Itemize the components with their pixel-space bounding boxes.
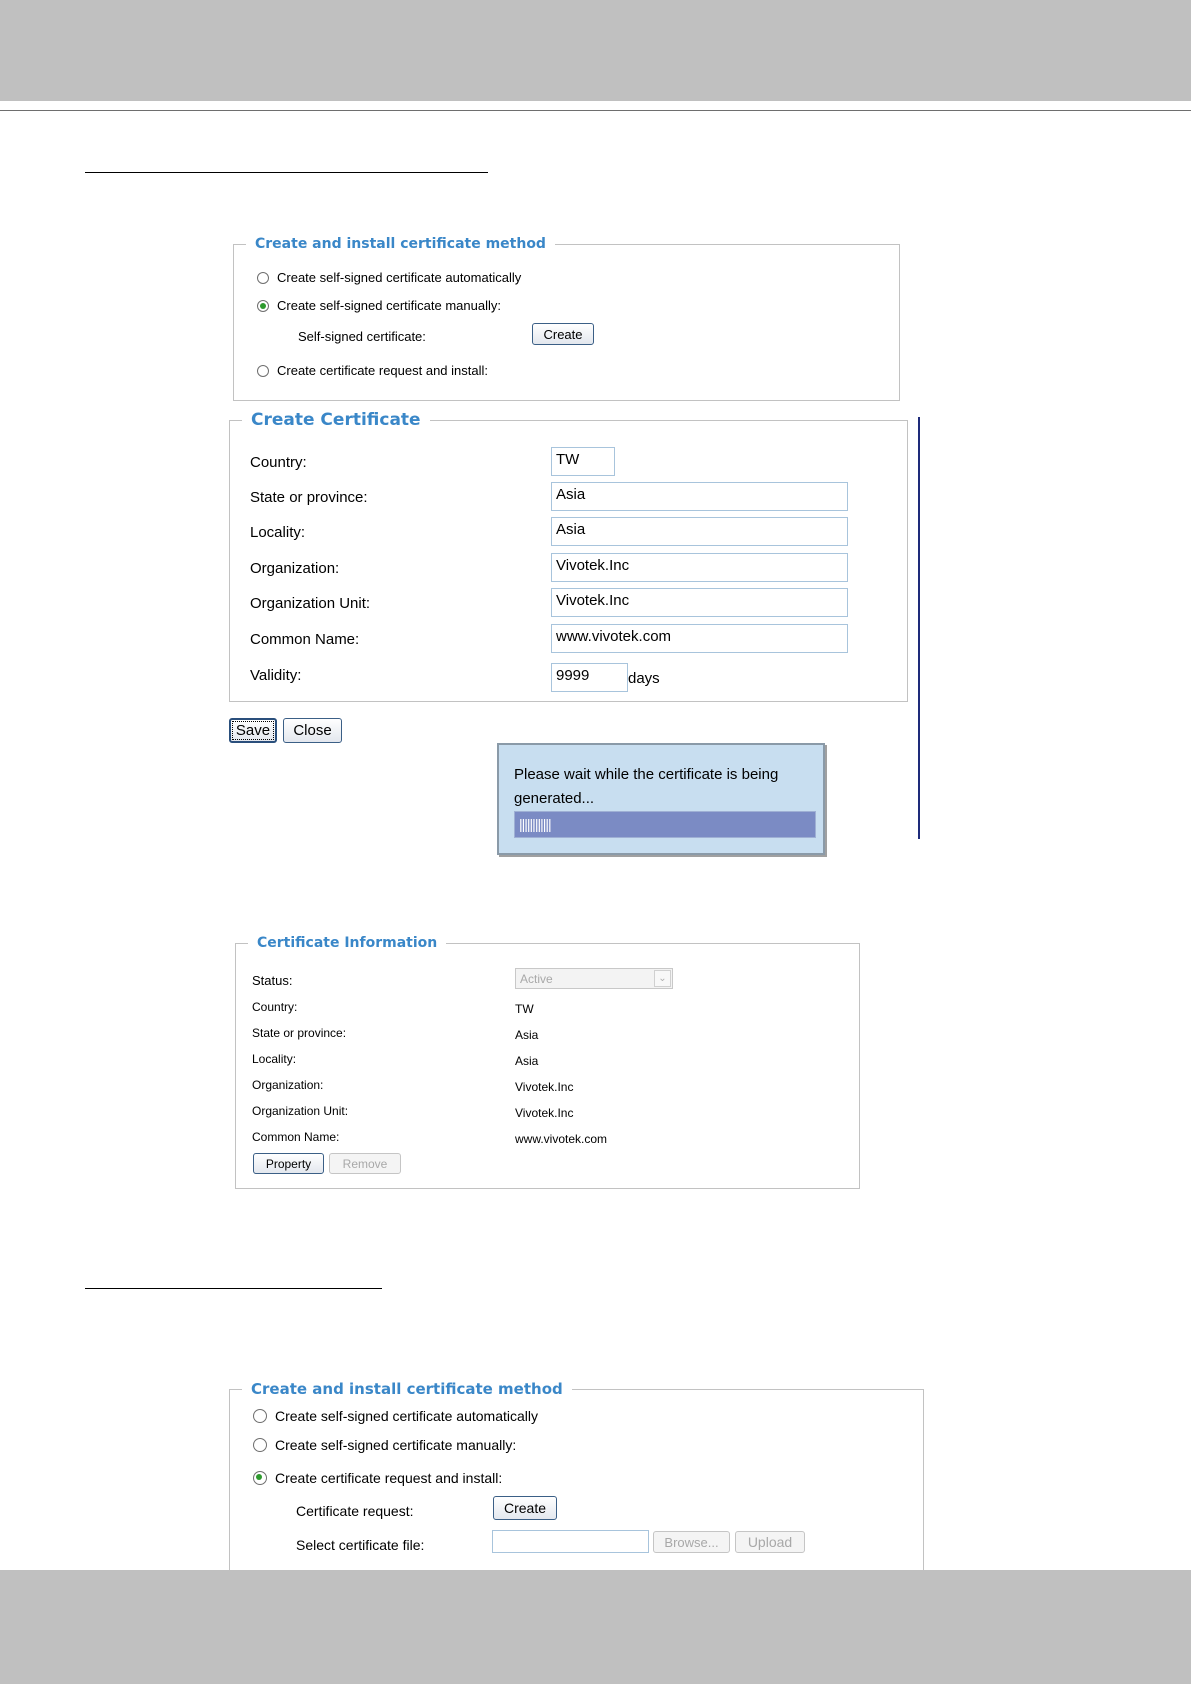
locality-label: Locality: — [250, 524, 306, 541]
radio-request[interactable] — [257, 365, 269, 377]
info-state-label: State or province: — [252, 1026, 347, 1040]
radio-manual-row[interactable] — [257, 298, 501, 313]
country-input[interactable]: TW — [551, 447, 615, 476]
radio-manual-label-2: Create self-signed certificate manually: — [275, 1437, 517, 1453]
upload-button[interactable]: Upload — [735, 1531, 805, 1553]
method-legend-2: Create and install certificate method — [251, 1380, 563, 1398]
status-label: Status: — [252, 973, 293, 988]
certificate-info-legend: Certificate Information — [257, 935, 438, 951]
info-organization-unit-value: Vivotek.Inc — [515, 1106, 574, 1120]
header-rule — [0, 110, 1191, 111]
header-band — [0, 0, 1191, 101]
vertical-divider — [918, 417, 920, 839]
self-signed-label: Self-signed certificate: — [298, 329, 426, 344]
info-organization-label: Organization: — [252, 1078, 324, 1092]
cert-request-label: Certificate request: — [296, 1503, 414, 1519]
organization-unit-label: Organization Unit: — [250, 595, 371, 612]
save-button[interactable]: Save — [229, 718, 277, 743]
wait-message: Please wait while the certificate is being generated... — [514, 766, 779, 807]
validity-input[interactable]: 9999 — [551, 663, 628, 692]
footer-band — [0, 1570, 1191, 1684]
method-legend: Create and install certificate method — [255, 236, 546, 252]
certificate-file-input[interactable] — [492, 1530, 649, 1553]
common-name-label: Common Name: — [250, 631, 360, 648]
wait-dialog — [497, 743, 825, 855]
locality-input[interactable]: Asia — [551, 517, 848, 546]
radio-auto-row[interactable] — [257, 270, 521, 285]
create-self-signed-button[interactable]: Create — [532, 323, 594, 345]
common-name-input[interactable]: www.vivotek.com — [551, 624, 848, 653]
progress-text: |||||||||||| — [519, 816, 551, 832]
info-organization-value: Vivotek.Inc — [515, 1080, 574, 1094]
section-heading-underline-2 — [85, 1288, 382, 1289]
status-select — [515, 968, 673, 989]
radio-auto[interactable] — [257, 272, 269, 284]
info-state-value: Asia — [515, 1028, 539, 1042]
radio-auto-label: Create self-signed certificate automatically — [277, 270, 522, 285]
section-heading-underline — [85, 172, 488, 173]
radio-request-2[interactable] — [253, 1471, 267, 1485]
property-button[interactable]: Property — [253, 1153, 324, 1174]
organization-unit-input[interactable]: Vivotek.Inc — [551, 588, 848, 617]
info-common-name-value: www.vivotek.com — [515, 1132, 608, 1146]
radio-auto-label-2: Create self-signed certificate automatically — [275, 1408, 539, 1424]
status-select-value: Active — [520, 972, 553, 986]
organization-input[interactable]: Vivotek.Inc — [551, 553, 848, 582]
info-organization-unit-label: Organization Unit: — [252, 1104, 349, 1118]
select-file-label: Select certificate file: — [296, 1537, 425, 1553]
progress-bar — [514, 811, 816, 838]
info-locality-value: Asia — [515, 1054, 539, 1068]
days-suffix: days — [628, 670, 660, 687]
radio-auto-2[interactable] — [253, 1409, 267, 1423]
radio-manual-row-2[interactable] — [253, 1437, 516, 1453]
radio-auto-row-2[interactable] — [253, 1408, 538, 1424]
create-certificate-legend: Create Certificate — [251, 410, 421, 430]
radio-manual-2[interactable] — [253, 1438, 267, 1452]
state-input[interactable]: Asia — [551, 482, 848, 511]
radio-request-label: Create certificate request and install: — [277, 363, 488, 378]
info-country-label: Country: — [252, 1000, 298, 1014]
close-button[interactable]: Close — [283, 718, 342, 743]
validity-label: Validity: — [250, 667, 302, 684]
create-request-button[interactable]: Create — [493, 1496, 557, 1520]
info-country-value: TW — [515, 1002, 534, 1016]
organization-label: Organization: — [250, 560, 340, 577]
country-label: Country: — [250, 454, 307, 471]
info-common-name-label: Common Name: — [252, 1130, 340, 1144]
radio-manual-label: Create self-signed certificate manually: — [277, 298, 501, 313]
browse-button[interactable]: Browse... — [653, 1531, 730, 1553]
info-locality-label: Locality: — [252, 1052, 297, 1066]
radio-request-label-2: Create certificate request and install: — [275, 1470, 503, 1486]
radio-request-row[interactable] — [257, 363, 488, 378]
remove-button[interactable]: Remove — [329, 1153, 401, 1174]
chevron-down-icon: ⌄ — [654, 970, 671, 987]
radio-request-row-2[interactable] — [253, 1470, 502, 1486]
radio-manual[interactable] — [257, 300, 269, 312]
state-label: State or province: — [250, 489, 368, 506]
